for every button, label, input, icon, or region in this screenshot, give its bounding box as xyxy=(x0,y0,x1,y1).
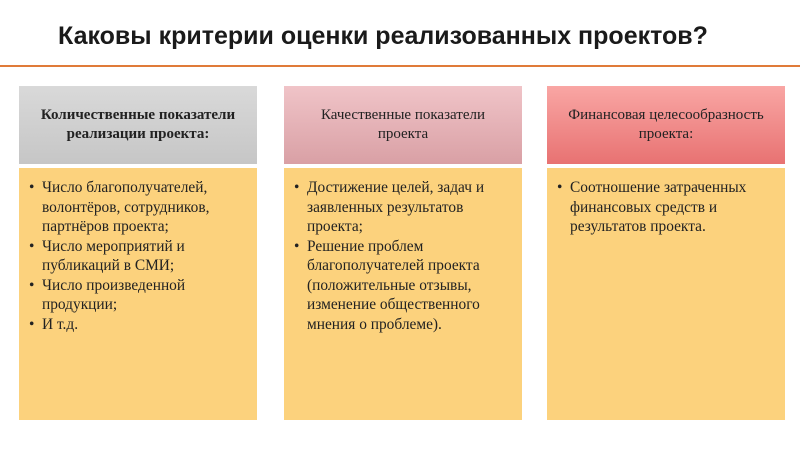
bullet-list xyxy=(557,178,777,237)
list-item: • Число благополучателей, волонтёров, сотрудников, партнёров проекта; xyxy=(29,178,249,237)
column-body xyxy=(19,168,257,420)
list-item: • Достижение целей, задач и заявленных результатов проекта; xyxy=(294,178,514,237)
column-header: Качественные показатели проекта xyxy=(284,86,522,164)
list-item: • Число произведенной продукции; xyxy=(29,276,249,315)
title-divider xyxy=(0,65,800,67)
list-item: • И т.д. xyxy=(29,315,249,335)
column-body xyxy=(284,168,522,420)
column-header: Количественные показатели реализации проекта: xyxy=(19,86,257,164)
column-quantitative xyxy=(19,86,257,420)
list-item: • Решение проблем благополучателей проекта (положительные отзывы, изменение общественного мнения о проблеме). xyxy=(294,237,514,335)
column-financial xyxy=(547,86,785,420)
list-item: • Число мероприятий и публикаций в СМИ; xyxy=(29,237,249,276)
column-qualitative xyxy=(284,86,522,420)
column-header: Финансовая целесообразность проекта: xyxy=(547,86,785,164)
bullet-list xyxy=(29,178,249,334)
bullet-list xyxy=(294,178,514,334)
slide-title: Каковы критерии оценки реализованных проектов? xyxy=(58,22,708,50)
list-item: • Соотношение затраченных финансовых средств и результатов проекта. xyxy=(557,178,777,237)
column-body xyxy=(547,168,785,420)
